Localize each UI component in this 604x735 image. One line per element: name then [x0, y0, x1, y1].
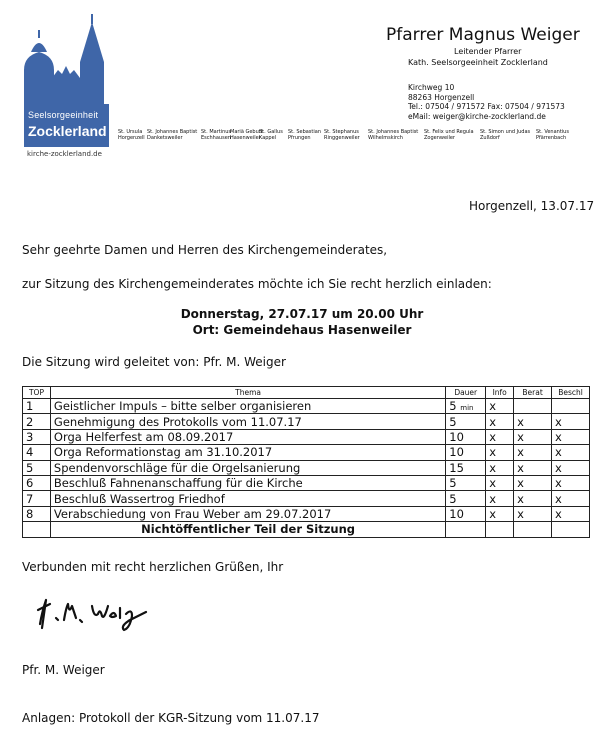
col-top-header: TOP: [23, 387, 51, 399]
address-street: Kirchweg 10: [408, 83, 455, 92]
table-row-final: [23, 522, 590, 537]
thema-cell: Orga Reformationstag am 31.10.2017: [50, 445, 445, 460]
parish-item: St. Venantius Pfärrenbach: [536, 129, 569, 142]
duration-unit: min: [460, 404, 474, 413]
info-cell: x: [486, 475, 514, 490]
parish-item: St. Johannes Baptist Wilhelmskirch: [368, 129, 419, 142]
berat-cell: [514, 399, 552, 414]
sender-address: [408, 83, 565, 121]
col-dauer-header: Dauer: [446, 387, 486, 399]
thema-cell: Genehmigung des Protokolls vom 11.07.17: [50, 414, 445, 429]
salutation: Sehr geehrte Damen und Herren des Kirchengemeinderates,: [22, 243, 388, 257]
berat-cell: x: [514, 445, 552, 460]
parish-item: St. Simon und Judas Zußdorf: [480, 129, 531, 142]
parish-item: Mariä Geburt Hasenweiler: [230, 129, 263, 142]
top-cell: 1: [23, 399, 51, 414]
parish-item: St. Sebastian Pfrungen: [288, 129, 321, 142]
closing-line: Verbunden mit recht herzlichen Grüßen, Ihr: [22, 560, 284, 574]
berat-cell: x: [514, 429, 552, 444]
table-row: [23, 460, 590, 475]
info-cell: x: [486, 491, 514, 506]
top-cell: 3: [23, 429, 51, 444]
dauer-cell: 5: [446, 475, 486, 490]
beschl-cell: x: [552, 429, 590, 444]
berat-cell: x: [514, 475, 552, 490]
parish-item: St. Ursula Horgenzell: [118, 129, 145, 142]
beschl-cell: x: [552, 491, 590, 506]
nonpublic-section-label: Nichtöffentlicher Teil der Sitzung: [50, 522, 445, 537]
thema-cell: Spendenvorschläge für die Orgelsanierung: [50, 460, 445, 475]
signature-icon: [34, 594, 154, 634]
signer-name: Pfr. M. Weiger: [22, 663, 105, 677]
place-date: Horgenzell, 13.07.17: [469, 199, 595, 213]
address-phone: Tel.: 07504 / 971572 Fax: 07504 / 971573: [408, 102, 565, 112]
meeting-place: Ort: Gemeindehaus Hasenweiler: [192, 323, 412, 337]
table-row: [23, 399, 590, 414]
berat-cell: x: [514, 506, 552, 521]
top-cell: 5: [23, 460, 51, 475]
parish-item: St. Stephanus Ringgenweiler: [324, 129, 360, 142]
berat-cell: x: [514, 491, 552, 506]
dauer-cell: 15: [446, 460, 486, 475]
parish-item: St. Felix und Regula Zogenweiler: [424, 129, 474, 142]
thema-cell: Geistlicher Impuls – bitte selber organisieren: [50, 399, 445, 414]
beschl-cell: x: [552, 414, 590, 429]
meeting-date: Donnerstag, 27.07.17 um 20.00 Uhr: [180, 307, 424, 321]
attachment-line: Anlagen: Protokoll der KGR-Sitzung vom 11.07.17: [22, 711, 320, 725]
thema-cell: Beschluß Fahnenanschaffung für die Kirche: [50, 475, 445, 490]
parish-list: [118, 129, 576, 142]
agenda-table: [22, 386, 590, 538]
address-email: eMail: weiger@kirche-zocklerland.de: [408, 111, 546, 121]
sender-name: Pfarrer Magnus Weiger: [386, 25, 580, 45]
intro-text: zur Sitzung des Kirchengemeinderates möchte ich Sie recht herzlich einladen:: [22, 277, 492, 291]
beschl-cell: [552, 399, 590, 414]
info-cell: x: [486, 445, 514, 460]
info-cell: x: [486, 414, 514, 429]
top-cell: 7: [23, 491, 51, 506]
beschl-cell: x: [552, 506, 590, 521]
table-row: [23, 506, 590, 521]
berat-cell: x: [514, 414, 552, 429]
col-beschl-header: Beschl: [552, 387, 590, 399]
logo-badge: [24, 104, 109, 147]
info-cell: x: [486, 460, 514, 475]
dauer-cell: 10: [446, 445, 486, 460]
thema-cell: Beschluß Wassertrog Friedhof: [50, 491, 445, 506]
agenda-header-row: [23, 387, 590, 399]
table-row: [23, 429, 590, 444]
dauer-cell: 10: [446, 506, 486, 521]
top-cell: 2: [23, 414, 51, 429]
parish-item: St. Gallus Kappel: [259, 129, 283, 142]
table-row: [23, 414, 590, 429]
sender-role: Leitender Pfarrer: [454, 47, 522, 56]
col-thema-header: Thema: [50, 387, 445, 399]
parish-item: St. Martinus Eschhausen: [201, 129, 232, 142]
logo-line1: Seelsorgeeinheit: [28, 110, 99, 120]
beschl-cell: x: [552, 445, 590, 460]
berat-cell: x: [514, 460, 552, 475]
table-row: [23, 491, 590, 506]
church-logo-icon: [22, 12, 114, 106]
info-cell: x: [486, 506, 514, 521]
col-berat-header: Berat: [514, 387, 552, 399]
thema-cell: Orga Helferfest am 08.09.2017: [50, 429, 445, 444]
logo-line2: Zocklerland: [28, 123, 107, 139]
beschl-cell: x: [552, 460, 590, 475]
info-cell: x: [486, 399, 514, 414]
logo-url: kirche-zocklerland.de: [27, 150, 102, 158]
info-cell: x: [486, 429, 514, 444]
dauer-cell: 10: [446, 429, 486, 444]
sender-unit: Kath. Seelsorgeeinheit Zocklerland: [408, 58, 548, 67]
top-cell: 4: [23, 445, 51, 460]
chair-line: Die Sitzung wird geleitet von: Pfr. M. Weiger: [22, 355, 286, 369]
dauer-cell: 5: [446, 491, 486, 506]
top-cell: 8: [23, 506, 51, 521]
parish-item: St. Johannes Baptist Danketsweiler: [147, 129, 198, 142]
address-city: 88263 Horgenzell: [408, 92, 475, 102]
table-row: [23, 445, 590, 460]
top-cell: 6: [23, 475, 51, 490]
thema-cell: Verabschiedung von Frau Weber am 29.07.2017: [50, 506, 445, 521]
dauer-cell: 5 min: [446, 399, 486, 414]
table-row: [23, 475, 590, 490]
dauer-cell: 5: [446, 414, 486, 429]
col-info-header: Info: [486, 387, 514, 399]
beschl-cell: x: [552, 475, 590, 490]
